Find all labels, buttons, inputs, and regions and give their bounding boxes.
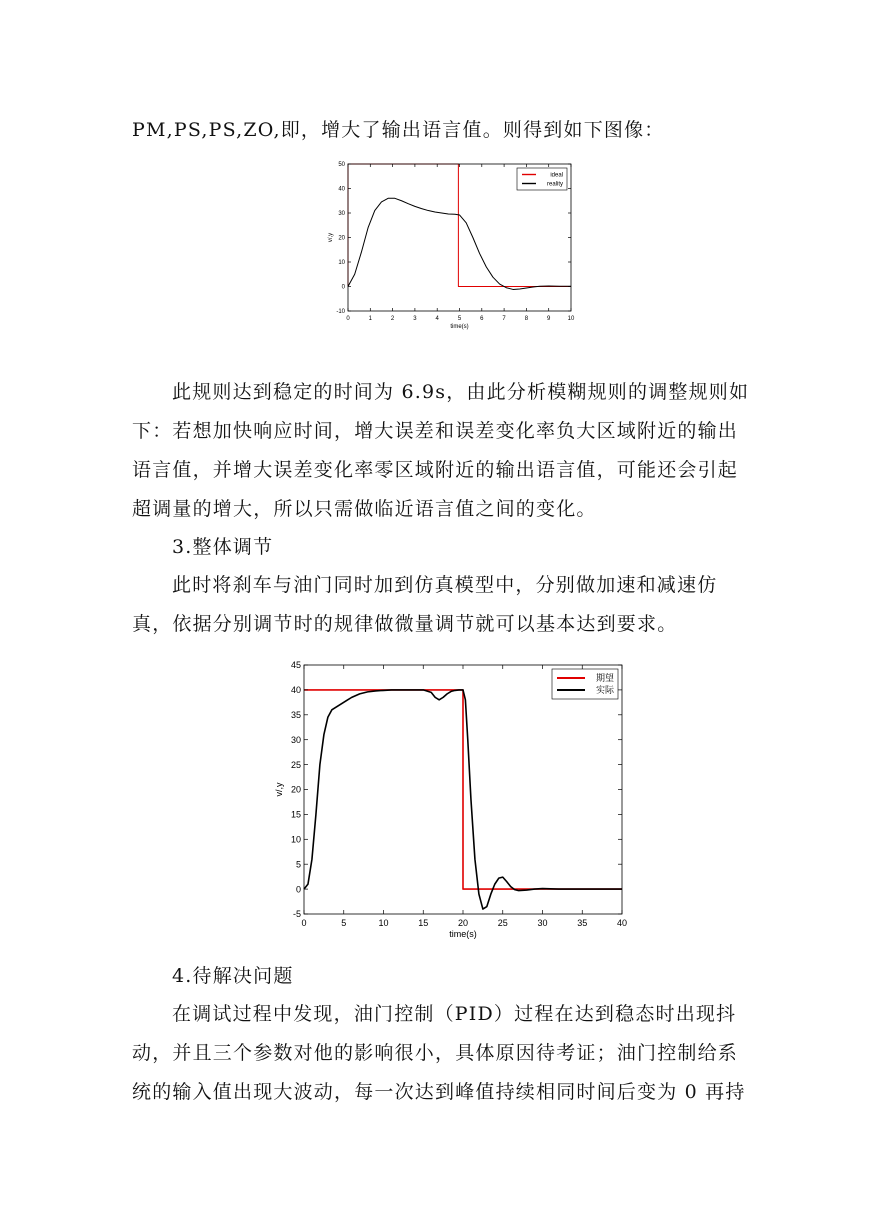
legend-label: 实际: [595, 685, 614, 696]
x-tick-label: 1: [368, 316, 372, 322]
series-line: [304, 690, 622, 889]
y-axis-label: v/,y: [274, 782, 284, 797]
paragraph-line: 真，依据分别调节时的规律做微量调节就可以基本达到要求。: [132, 613, 678, 635]
paragraph-line: 下：若想加快响应时间，增大误差和误差变化率负大区域附近的输出: [132, 420, 739, 442]
y-tick-label: 20: [290, 784, 301, 795]
x-tick-label: 10: [567, 316, 575, 322]
y-tick-label: 15: [290, 809, 301, 820]
legend-label: 期望: [595, 673, 614, 684]
x-tick-label: 6: [480, 316, 484, 322]
y-tick-label: 40: [290, 685, 301, 696]
x-tick-label: 10: [378, 918, 389, 928]
y-tick-label: 35: [290, 709, 301, 720]
y-tick-label: 20: [338, 235, 345, 242]
legend-label: ideal: [550, 172, 563, 179]
paragraph-line: 统的输入值出现大波动，每一次达到峰值持续相同时间后变为 0 再持: [132, 1081, 746, 1103]
y-tick-label: 0: [295, 884, 301, 895]
y-tick-label: -10: [336, 309, 345, 316]
section-heading: 4.待解决问题: [172, 965, 294, 987]
x-tick-label: 8: [524, 316, 529, 322]
y-tick-label: 40: [338, 186, 345, 193]
x-tick-label: 30: [537, 918, 548, 928]
x-axis-label: time(s): [450, 324, 469, 330]
x-tick-label: 35: [577, 918, 588, 928]
y-tick-label: 10: [290, 834, 301, 845]
paragraph-line: 语言值，并增大误差变化率零区域附近的输出语言值，可能还会引起: [132, 459, 739, 481]
x-tick-label: 2: [390, 316, 395, 322]
x-tick-label: 0: [346, 316, 350, 322]
paragraph-line: 动，并且三个参数对他的影响很小，具体原因待考证；油门控制给系: [132, 1042, 739, 1064]
x-tick-label: 40: [616, 918, 628, 928]
y-tick-label: -5: [292, 909, 301, 920]
chart-fuzzy-rule-response: [318, 156, 590, 362]
y-tick-label: 25: [290, 759, 301, 770]
chart-overall-response: [262, 655, 632, 945]
paragraph-line: 超调量的增大，所以只需做临近语言值之间的变化。: [132, 498, 597, 520]
x-tick-label: 20: [457, 918, 469, 928]
y-tick-label: 10: [338, 260, 345, 267]
y-tick-label: 50: [338, 162, 345, 169]
x-tick-label: 5: [341, 918, 347, 928]
section-heading: 3.整体调节: [172, 536, 274, 558]
x-tick-label: 4: [435, 316, 439, 322]
y-tick-label: 45: [290, 660, 301, 671]
series-line: [348, 198, 571, 289]
x-tick-label: 3: [413, 316, 417, 322]
x-axis-label: time(s): [449, 929, 477, 939]
y-tick-label: 5: [295, 859, 301, 870]
y-axis-label: v/,y: [328, 232, 334, 243]
x-tick-label: 7: [502, 316, 506, 322]
y-tick-label: 0: [341, 284, 345, 291]
legend-label: reality: [546, 181, 563, 188]
y-tick-label: 30: [290, 734, 301, 745]
paragraph-line: 此规则达到稳定的时间为 6.9s，由此分析模糊规则的调整规则如: [172, 381, 750, 403]
x-tick-label: 25: [497, 918, 508, 928]
x-tick-label: 0: [301, 918, 307, 928]
x-tick-label: 15: [418, 918, 429, 928]
y-tick-label: 30: [338, 211, 345, 218]
paragraph-line: 在调试过程中发现，油门控制（PID）过程在达到稳态时出现抖: [172, 1003, 737, 1025]
paragraph-line: PM,PS,PS,ZO,即，增大了输出语言值。则得到如下图像：: [132, 119, 665, 141]
paragraph-line: 此时将刹车与油门同时加到仿真模型中，分别做加速和减速仿: [172, 574, 718, 596]
x-tick-label: 9: [547, 316, 551, 322]
x-tick-label: 5: [457, 316, 462, 322]
